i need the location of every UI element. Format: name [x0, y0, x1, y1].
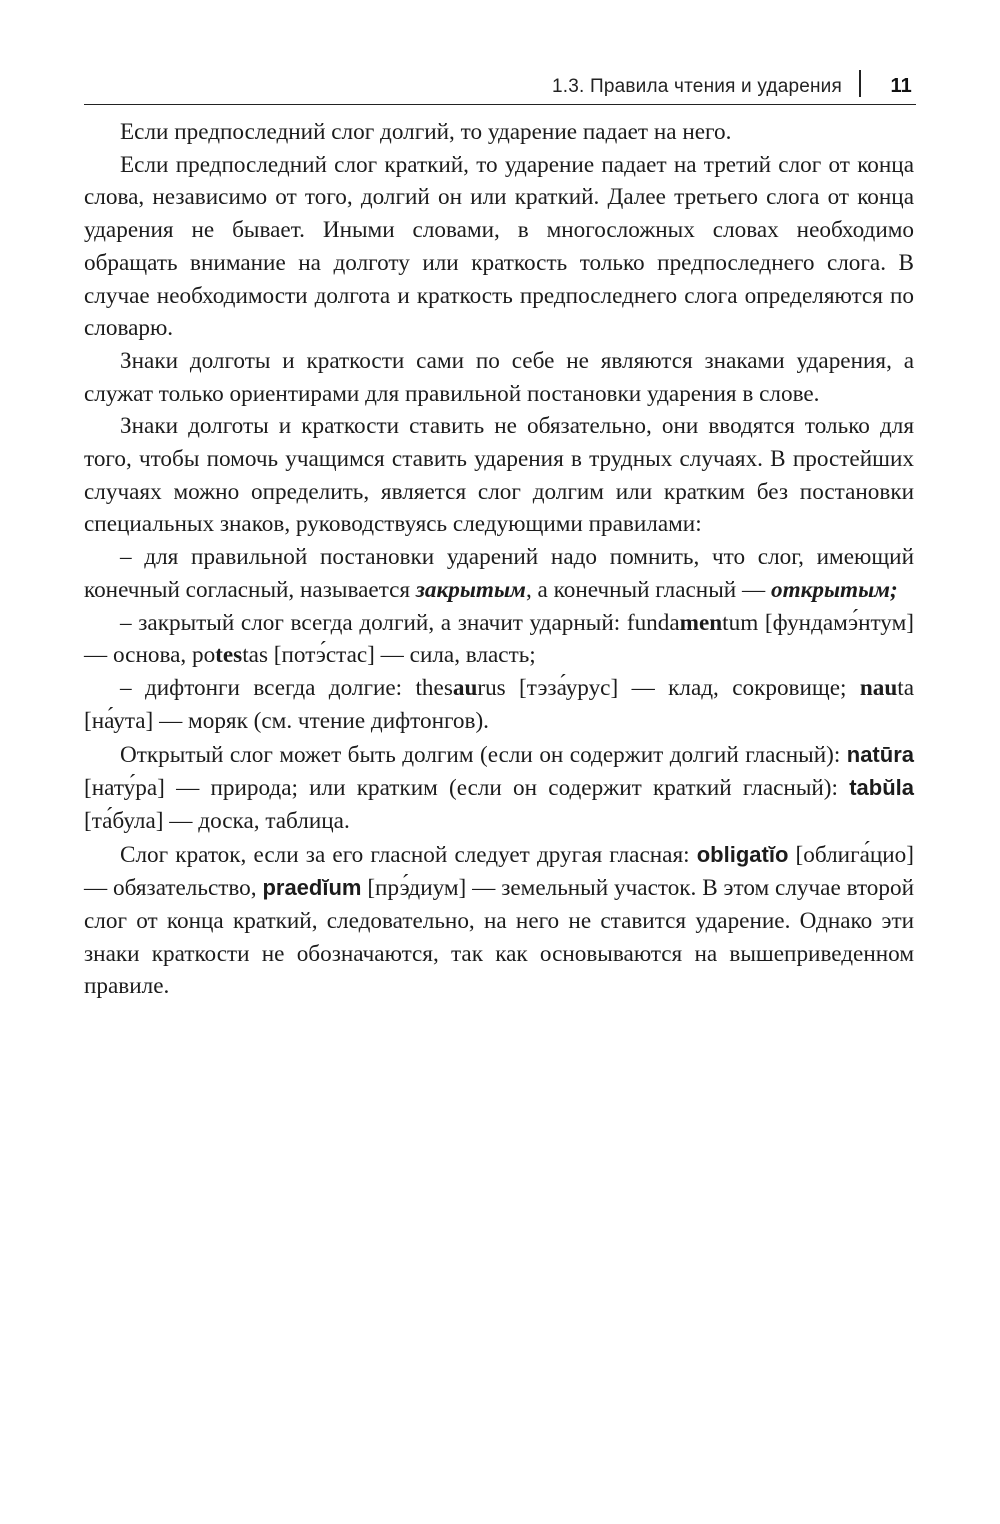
- paragraph-9-short-syllable: [84, 839, 914, 1003]
- paragraph-8-open-syllable: [84, 739, 914, 837]
- p6-text-after-1: tum [фундамэ́нтум] — основа, po: [84, 609, 914, 669]
- section-title: 1.3. Правила чтения и ударения: [552, 76, 842, 97]
- paragraph-2: Если предпоследний слог краткий, то ударение падает на третий слог от конца слова, независимо от того, долгий он или краткий. Далее третьего слога от конца ударения не бывает. Иными словами, в многосложных словах необходимо обращать внимание на долготу или краткость только предпоследнего слога. В случае необходимости долгота и краткость предпоследнего слога определяются по словарю.: [84, 151, 914, 342]
- p8-bold-2: tabŭla: [849, 775, 914, 801]
- p6-bold-2: tes: [215, 642, 243, 669]
- p7-text-after-1: rus [тэза́урус] — клад, сокровище;: [477, 674, 860, 701]
- p5-text-before: – для правильной постановки ударений надо помнить, что слог, имеющий конечный согласный, называется: [84, 544, 914, 603]
- p7-bold-2: nau: [859, 674, 898, 701]
- p7-text-before: – дифтонги всегда долгие: thes: [120, 674, 453, 701]
- paragraph-6-rule-closed-syllable: [84, 607, 914, 672]
- paragraph-5-rule-closed-open: [84, 541, 914, 606]
- body-text: [84, 116, 914, 1003]
- p6-text-before: – закрытый слог всегда долгий, а значит ударный: funda: [120, 609, 680, 636]
- p8-bold-1: natūra: [846, 742, 914, 768]
- p9-bold-1: obligatĭo: [696, 842, 789, 868]
- p8-text-after-2: [та́була] — доска, таблица.: [84, 807, 350, 834]
- p6-text-after-2: tas [потэ́стас] — сила, власть;: [242, 642, 536, 669]
- running-header: [84, 66, 916, 105]
- paragraph-7-rule-diphthongs: [84, 672, 914, 737]
- paragraph-3: Знаки долготы и краткости сами по себе не являются знаками ударения, а служат только ориентирами для правильной постановки ударения в слове.: [84, 347, 914, 407]
- p6-bold-1: men: [679, 609, 723, 636]
- term-closed: закрытым: [415, 576, 526, 603]
- p7-text-after-2: ta [на́ута] — моряк (см. чтение дифтонгов).: [84, 674, 914, 734]
- p8-text-before: Открытый слог может быть долгим (если он содержит долгий гласный):: [120, 742, 847, 769]
- p9-text-after-2: [прэ́диум] — земельный участок. В этом случае второй слог от конца краткий, следовательно, на него не ставится ударение. Однако эти знаки краткости не обозначаются, так как основываются на вышеприведенном правиле.: [84, 875, 914, 1000]
- header-separator: [859, 70, 861, 97]
- page-number: 11: [890, 75, 912, 97]
- paragraph-4: Знаки долготы и краткости ставить не обязательно, они вводятся только для того, чтобы помочь учащимся ставить ударения в трудных случаях. В простейших случаях можно определить, является слог долгим или кратким без постановки специальных знаков, руководствуясь следующими правилами:: [84, 413, 914, 538]
- p9-text-after-1: [облига́цио] — обязательство,: [84, 842, 915, 902]
- term-open: открытым;: [770, 576, 898, 603]
- p9-bold-2: praedĭum: [262, 875, 362, 901]
- paragraph-1: Если предпоследний слог долгий, то ударение падает на него.: [120, 119, 732, 145]
- p7-bold-1: au: [452, 674, 478, 701]
- p8-text-after-1: [нату́ра] — природа; или кратким (если он содержит краткий гласный):: [84, 775, 850, 802]
- p9-text-before: Слог краток, если за его гласной следует другая гласная:: [120, 842, 697, 869]
- p5-text-middle: , а конечный гласный —: [525, 576, 771, 603]
